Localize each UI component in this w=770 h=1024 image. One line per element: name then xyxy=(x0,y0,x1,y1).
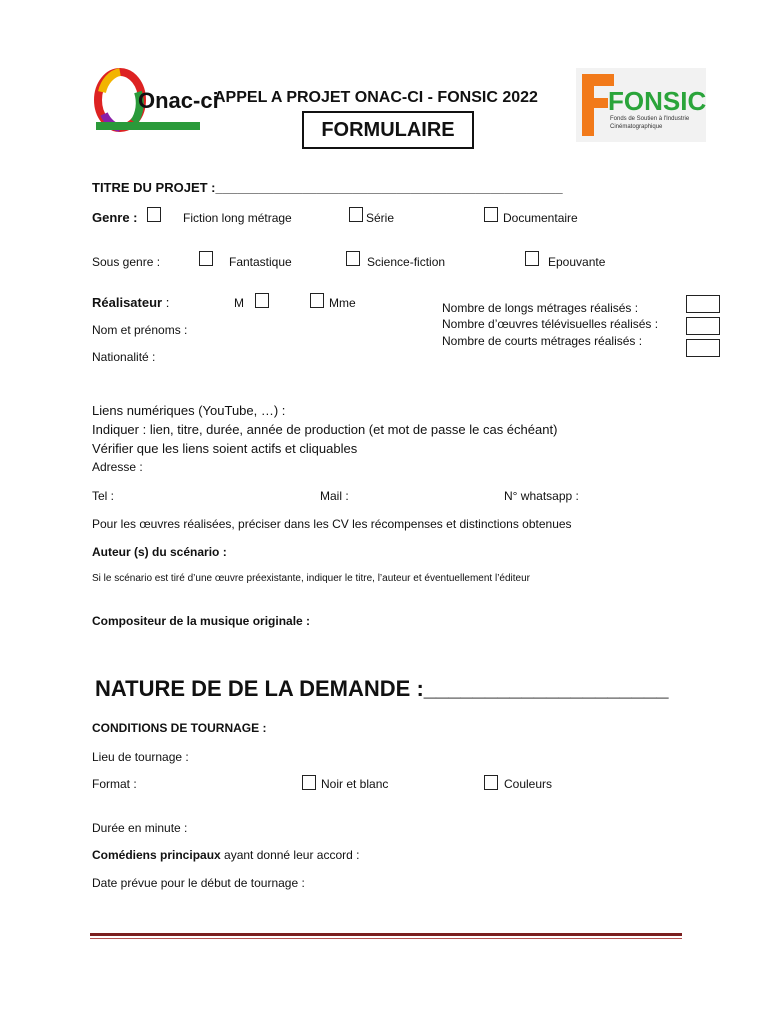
mme-checkbox[interactable] xyxy=(310,293,324,308)
footer-rule xyxy=(90,933,682,936)
m-label: M xyxy=(234,296,244,310)
couleurs-checkbox[interactable] xyxy=(484,775,498,790)
genre-option-documentaire: Documentaire xyxy=(503,211,578,225)
m-checkbox[interactable] xyxy=(255,293,269,308)
auteur-note: Si le scénario est tiré d’une œuvre préexistante, indiquer le titre, l’auteur et éventuellement l’éditeur xyxy=(92,573,531,584)
fonsic-subtitle-2: Cinématographique xyxy=(610,124,663,130)
noir-blanc-label: Noir et blanc xyxy=(321,777,389,791)
liens-line-2: Indiquer : lien, titre, durée, année de production (et mot de passe le cas échéant) xyxy=(92,422,558,437)
compositeur-label: Compositeur de la musique originale : xyxy=(92,614,311,628)
sous-genre-checkbox-1[interactable] xyxy=(199,251,213,266)
sous-genre-option-epouvante: Epouvante xyxy=(548,255,606,269)
form-label: FORMULAIRE xyxy=(302,111,474,149)
realisateur-colon: : xyxy=(162,295,170,310)
sous-genre-option-fantastique: Fantastique xyxy=(229,255,292,269)
fonsic-subtitle-1: Fonds de Soutien à l'Industrie xyxy=(610,116,690,122)
noir-blanc-checkbox[interactable] xyxy=(302,775,316,790)
liens-line-1: Liens numériques (YouTube, …) : xyxy=(92,403,286,418)
fonsic-logo-text: FONSIC xyxy=(608,86,707,116)
longs-metrages-label: Nombre de longs métrages réalisés : xyxy=(442,301,639,315)
mme-label: Mme xyxy=(329,296,356,310)
genre-label: Genre : xyxy=(92,210,138,225)
genre-checkbox-3[interactable] xyxy=(484,207,498,222)
nature-demande-heading: NATURE DE DE LA DEMANDE :____________________ xyxy=(95,676,669,701)
longs-metrages-box[interactable] xyxy=(686,295,720,313)
page-title: APPEL A PROJET ONAC-CI - FONSIC 2022 xyxy=(214,89,538,106)
comediens-label: Comédiens principaux xyxy=(92,848,221,862)
sous-genre-label: Sous genre : xyxy=(92,255,161,269)
genre-option-fiction: Fiction long métrage xyxy=(183,211,292,225)
sous-genre-checkbox-2[interactable] xyxy=(346,251,360,266)
tel-label: Tel : xyxy=(92,489,115,503)
date-tournage-label: Date prévue pour le début de tournage : xyxy=(92,876,305,890)
sous-genre-option-science-fiction: Science-fiction xyxy=(367,255,446,269)
liens-line-3: Vérifier que les liens soient actifs et cliquables xyxy=(92,441,358,456)
comediens-rest: ayant donné leur accord : xyxy=(220,848,360,862)
genre-option-serie: Série xyxy=(366,211,395,225)
footer-rule-thin xyxy=(90,938,682,939)
project-title-field[interactable]: TITRE DU PROJET :________________________________________________ xyxy=(92,180,563,195)
nationalite-label: Nationalité : xyxy=(92,350,156,364)
onac-logo-text: Onac-ci xyxy=(138,88,219,113)
courts-metrages-box[interactable] xyxy=(686,339,720,357)
lieu-tournage-label: Lieu de tournage : xyxy=(92,750,189,764)
realisateur-label: Réalisateur xyxy=(92,295,163,310)
duree-label: Durée en minute : xyxy=(92,821,188,835)
format-label: Format : xyxy=(92,777,137,791)
nom-prenoms-label: Nom et prénoms : xyxy=(92,323,188,337)
fonsic-logo xyxy=(576,68,706,142)
courts-metrages-label: Nombre de courts métrages réalisés : xyxy=(442,334,643,348)
whatsapp-label: N° whatsapp : xyxy=(504,489,579,503)
genre-checkbox-2[interactable] xyxy=(349,207,363,222)
oeuvres-tv-label: Nombre d’œuvres télévisuelles réalisés : xyxy=(442,317,659,331)
sous-genre-checkbox-3[interactable] xyxy=(525,251,539,266)
mail-label: Mail : xyxy=(320,489,349,503)
oeuvres-tv-box[interactable] xyxy=(686,317,720,335)
cv-note: Pour les œuvres réalisées, préciser dans les CV les récompenses et distinctions obtenues xyxy=(92,517,572,531)
comediens-line xyxy=(92,848,359,862)
onac-logo xyxy=(94,62,219,134)
auteur-label: Auteur (s) du scénario : xyxy=(92,545,227,559)
couleurs-label: Couleurs xyxy=(504,777,553,791)
adresse-label: Adresse : xyxy=(92,460,143,474)
realisateur-heading xyxy=(92,295,169,310)
genre-checkbox-1[interactable] xyxy=(147,207,161,222)
conditions-heading: CONDITIONS DE TOURNAGE : xyxy=(92,721,267,735)
